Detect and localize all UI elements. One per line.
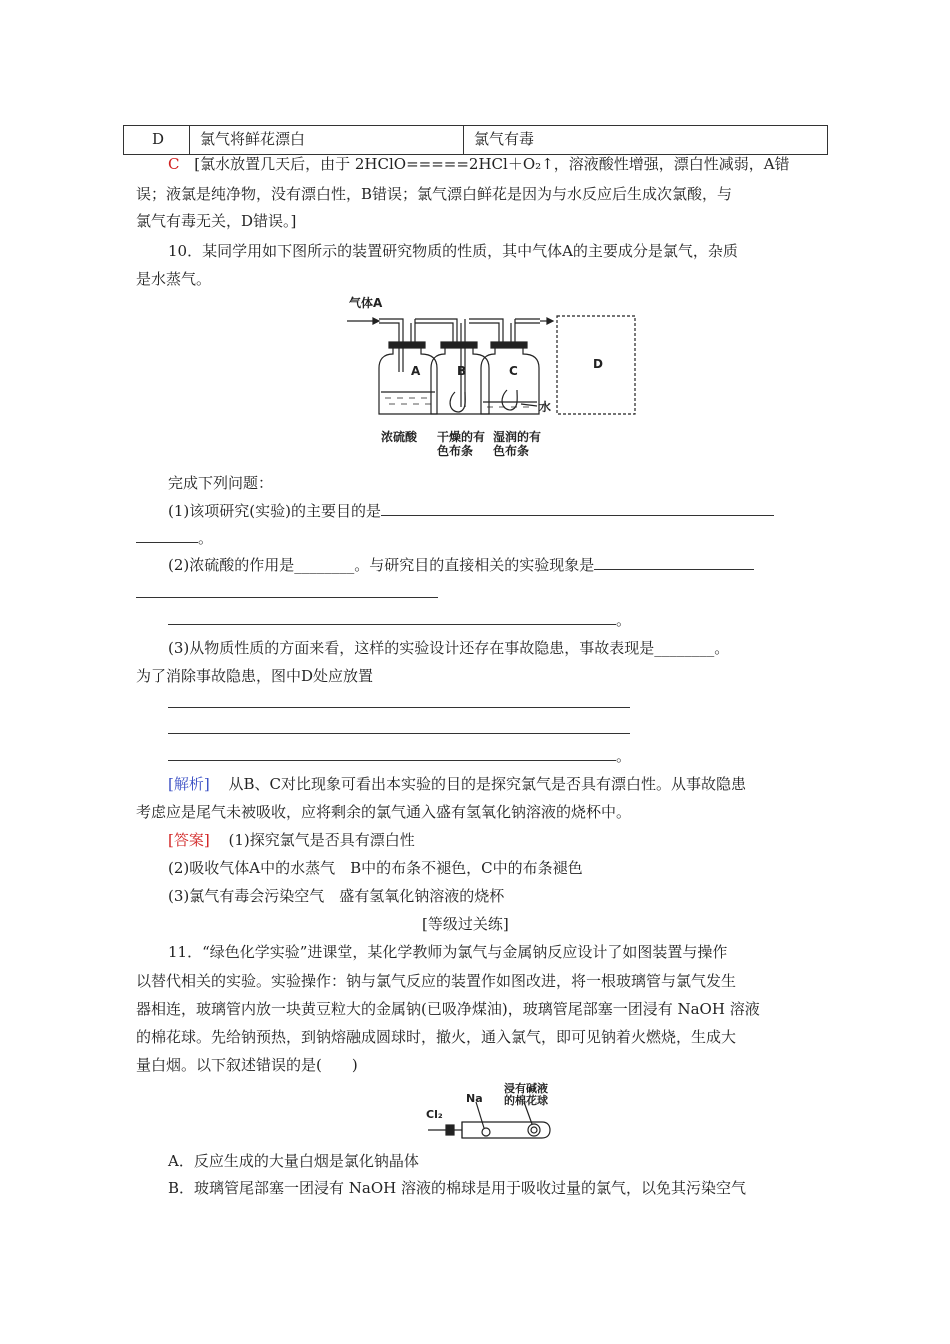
q10-part1-cont: 。 [136,527,213,548]
answer-blank [168,610,616,625]
answer-blank [168,719,630,734]
table-cell-option: D [152,130,165,148]
q11-stem-line1: 11．“绿色化学实验”进课堂，某化学教师为氯气与金属钠反应设计了如图装置与操作 [168,943,728,961]
section-title: [等级过关练] [422,915,509,933]
dry-cloth-label1: 干燥的有 [437,430,486,444]
q11-stem-line3: 器相连，玻璃管内放一块黄豆粒大的金属钠(已吸净煤油)，玻璃管尾部塞一团浸有 NaOH 溶液 [136,1000,760,1018]
table-cell-phenomenon: 氯气将鲜花漂白 [200,130,306,148]
analysis-tag: [解析] [168,775,210,793]
q10-intro: 完成下列问题： [168,474,274,492]
q9-answer-line3: 氯气有毒无关，D错误。] [136,212,297,230]
q10-part2: (2)浓硫酸的作用是________。与研究目的直接相关的实验现象是 [168,554,754,575]
q10-analysis-line1: [解析] 从B、C对比现象可看出本实验的目的是探究氯气是否具有漂白性。从事故隐患 [168,775,747,793]
answer-table-row [123,125,828,155]
wet-cloth-label2: 色布条 [493,444,530,458]
q10-answer-line3: (3)氯气有毒会污染空气 盛有氢氧化钠溶液的烧杯 [168,887,505,905]
answer-blank [168,746,616,761]
q10-part3: (3)从物质性质的方面来看，这样的实验设计还存在事故隐患，事故表现是________。 [168,639,730,657]
q10-part3-line2: 为了消除事故隐患，图中D处应放置 [136,667,374,685]
table-cell-reason: 氯气有毒 [474,130,535,148]
q10-part3-blank2 [168,719,630,738]
q9-answer-line2: 误；液氯是纯净物，没有漂白性，B错误；氯气漂白鲜花是因为与水反应后生成次氯酸，与 [136,185,733,203]
answer-blank [168,693,630,708]
sodium-label: Na [466,1092,483,1105]
bottle-c-label: C [509,364,518,378]
cotton-label1: 浸有碱液 [504,1082,548,1095]
q10-stem-line1: 10．某同学用如下图所示的装置研究物质的性质，其中气体A的主要成分是氯气，杂质 [168,242,738,260]
q10-part1: (1)该项研究(实验)的主要目的是 [168,500,774,521]
q10-answer-line2: (2)吸收气体A中的水蒸气 B中的布条不褪色，C中的布条褪色 [168,859,583,877]
answer-blank [381,501,774,516]
q10-analysis-line2: 考虑应是尾气未被吸收，应将剩余的氯气通入盛有氢氧化钠溶液的烧杯中。 [136,803,632,821]
q10-stem-line2: 是水蒸气。 [136,270,212,288]
q10-answer-line1: [答案] (1)探究氯气是否具有漂白性 [168,831,415,849]
apparatus-figure [345,292,640,457]
q11-stem-line4: 的棉花球。先给钠预热，到钠熔融成圆球时，撤火，通入氯气，即可见钠着火燃烧，生成大 [136,1028,737,1046]
bottle-b-label: B [457,364,467,378]
q11-stem-line2: 以替代相关的实验。实验操作：钠与氯气反应的装置作如图改进，将一根玻璃管与氯气发生 [136,972,737,990]
gas-a-label: 气体A [349,296,383,310]
table-divider [463,126,464,154]
cl2-label: Cl₂ [426,1108,443,1121]
q10-part3-blank3: 。 [168,745,631,766]
answer-blank [136,528,198,543]
bottle-a-label: A [411,364,421,378]
cotton-label2: 的棉花球 [504,1094,548,1107]
wet-cloth-label1: 湿润的有 [493,430,542,444]
q10-part2-blank1 [136,583,438,602]
q11-option-a: A．反应生成的大量白烟是氯化钠晶体 [168,1152,419,1170]
q11-stem-line5: 量白烟。以下叙述错误的是( ) [136,1056,358,1074]
answer-letter: C [168,155,180,173]
conc-sulfuric-label: 浓硫酸 [381,430,418,444]
water-label: 水 [539,400,552,414]
dry-cloth-label2: 色布条 [437,444,474,458]
q10-part2-blank2: 。 [168,609,631,630]
table-divider [189,126,190,154]
answer-blank [136,583,438,598]
q9-answer-line1: C [氯水放置几天后，由于 2HClO=====2HCl＋O₂↑，溶液酸性增强，漂白性减弱，A错 [168,155,790,173]
q11-option-b: B．玻璃管尾部塞一团浸有 NaOH 溶液的棉球是用于吸收过量的氯气，以免其污染空气 [168,1179,747,1197]
box-d-label: D [593,357,603,371]
q10-part3-blank1 [168,693,630,712]
answer-blank [594,555,754,570]
glass-tube-figure [424,1080,564,1142]
answer-tag: [答案] [168,831,210,849]
